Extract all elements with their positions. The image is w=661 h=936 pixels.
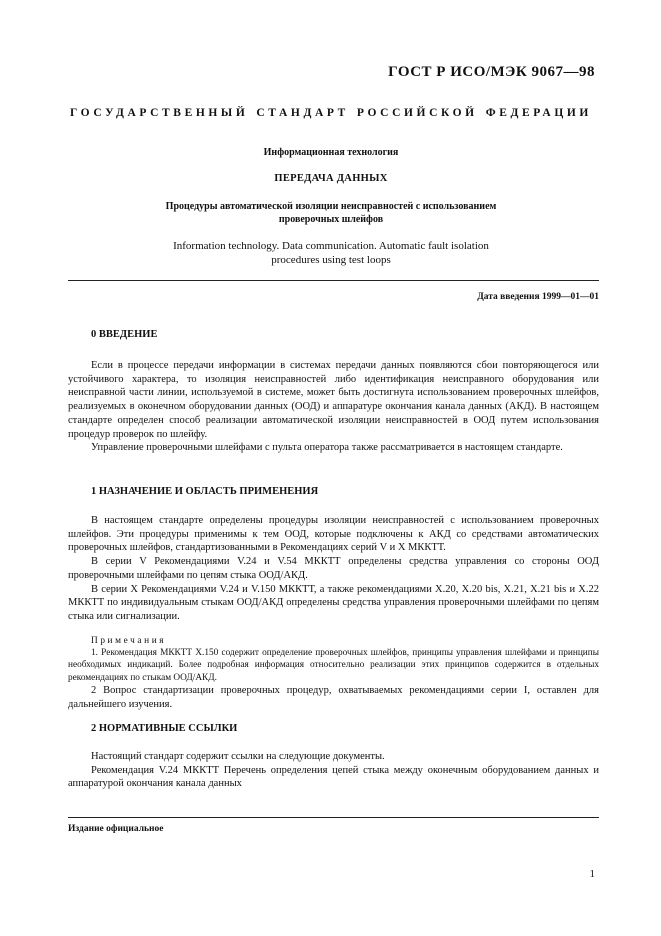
section-heading-intro: 0 ВВЕДЕНИЕ: [91, 329, 158, 340]
paragraph: Настоящий стандарт содержит ссылки на следующие документы.: [91, 751, 385, 762]
notes-label: Примечания: [91, 636, 167, 646]
paragraph: В серии V Рекомендациями V.24 и V.54 МККТТ определены средства управления со стороны ООД проверочными шлейфами по цепям стыка ООД/АКД.: [68, 556, 599, 581]
section-body-intro: [68, 359, 599, 455]
section-body-references: [68, 750, 599, 791]
page-number: 1: [589, 868, 595, 880]
paragraph: В серии X Рекомендациями V.24 и V.150 МККТТ, а также рекомендациями X.20, X.20 bis, X.21, X.21 bis и X.22 МККТТ по индивидуальным стыкам ООД/АКД определены средства управления проверочными шлейфами по цепям стыка или сигнализации.: [68, 583, 599, 622]
paragraph: В настоящем стандарте определены процедуры изоляции неисправностей с использованием проверочных шлейфов. Эти процедуры применимы к тем ООД, которые подключены к АКД со средствами автоматических проверочных шлейфов, стандартизованными в Рекомендациях серий V и X МККТТ.: [68, 515, 599, 554]
state-standard-word: ФЕДЕРАЦИИ: [485, 107, 592, 119]
footer-divider: [68, 817, 599, 818]
main-title: ПЕРЕДАЧА ДАННЫХ: [274, 173, 388, 184]
english-title-line: Information technology. Data communication. Automatic fault isolation: [173, 240, 489, 252]
subtitle-line: Процедуры автоматической изоляции неисправностей с использованием: [165, 201, 497, 212]
gost-code: ГОСТ Р ИСО/МЭК 9067—98: [388, 64, 595, 80]
section-heading-scope: 1 НАЗНАЧЕНИЕ И ОБЛАСТЬ ПРИМЕНЕНИЯ: [91, 486, 319, 497]
state-standard-word: ГОСУДАРСТВЕННЫЙ: [70, 107, 249, 119]
paragraph: Управление проверочными шлейфами с пульта оператора также рассматривается в настоящем стандарте.: [91, 442, 563, 454]
paragraph: Рекомендация V.24 МККТТ Перечень определения цепей стыка между оконечным оборудованием данных и аппаратурой окончания канала данных: [68, 764, 599, 790]
subtitle: [90, 200, 572, 226]
effective-date: Дата введения 1999—01—01: [477, 292, 599, 302]
english-title: [90, 239, 572, 267]
section-body-scope: [68, 514, 599, 624]
edition-label: Издание официальное: [68, 824, 164, 834]
category-title: Информационная технология: [263, 147, 399, 158]
state-standard-word: СТАНДАРТ: [256, 107, 349, 119]
subtitle-line: проверочных шлейфов: [278, 214, 384, 225]
notes-block: [68, 635, 599, 711]
note: 1. Рекомендация МККТТ X.150 содержит определение проверочных шлейфов, принципы управления шлейфами и принципы необходимых индикаций. Более подробная информация относительно реализации этих принципов содержится в отдельных рекомендациях по стыкам ООД/АКД.: [68, 648, 599, 683]
divider: [68, 280, 599, 281]
state-standard-word: РОССИЙСКОЙ: [356, 107, 478, 119]
section-heading-references: 2 НОРМАТИВНЫЕ ССЫЛКИ: [91, 723, 238, 734]
note: 2 Вопрос стандартизации проверочных процедур, охватываемых рекомендациями серии I, оставлен для дальнейшего изучения.: [68, 684, 599, 710]
state-standard-heading: [70, 107, 592, 119]
english-title-line: procedures using test loops: [271, 254, 391, 266]
paragraph: Если в процессе передачи информации в системах передачи данных появляются сбои повторяющегося или устойчивого характера, то изоляция неисправностей либо идентификация неисправного оборудования или неисправной части линии, используемой в системе, может быть достигнута использованием проверочных шлейфов, реализуемых в оконечном оборудовании данных (ООД) и аппаратуре окончания канала данных (АКД). В настоящем стандарте определен способ реализации автоматической изоляции неисправностей в ООД путем использования процедур проверок по шлейфу.: [68, 360, 599, 440]
